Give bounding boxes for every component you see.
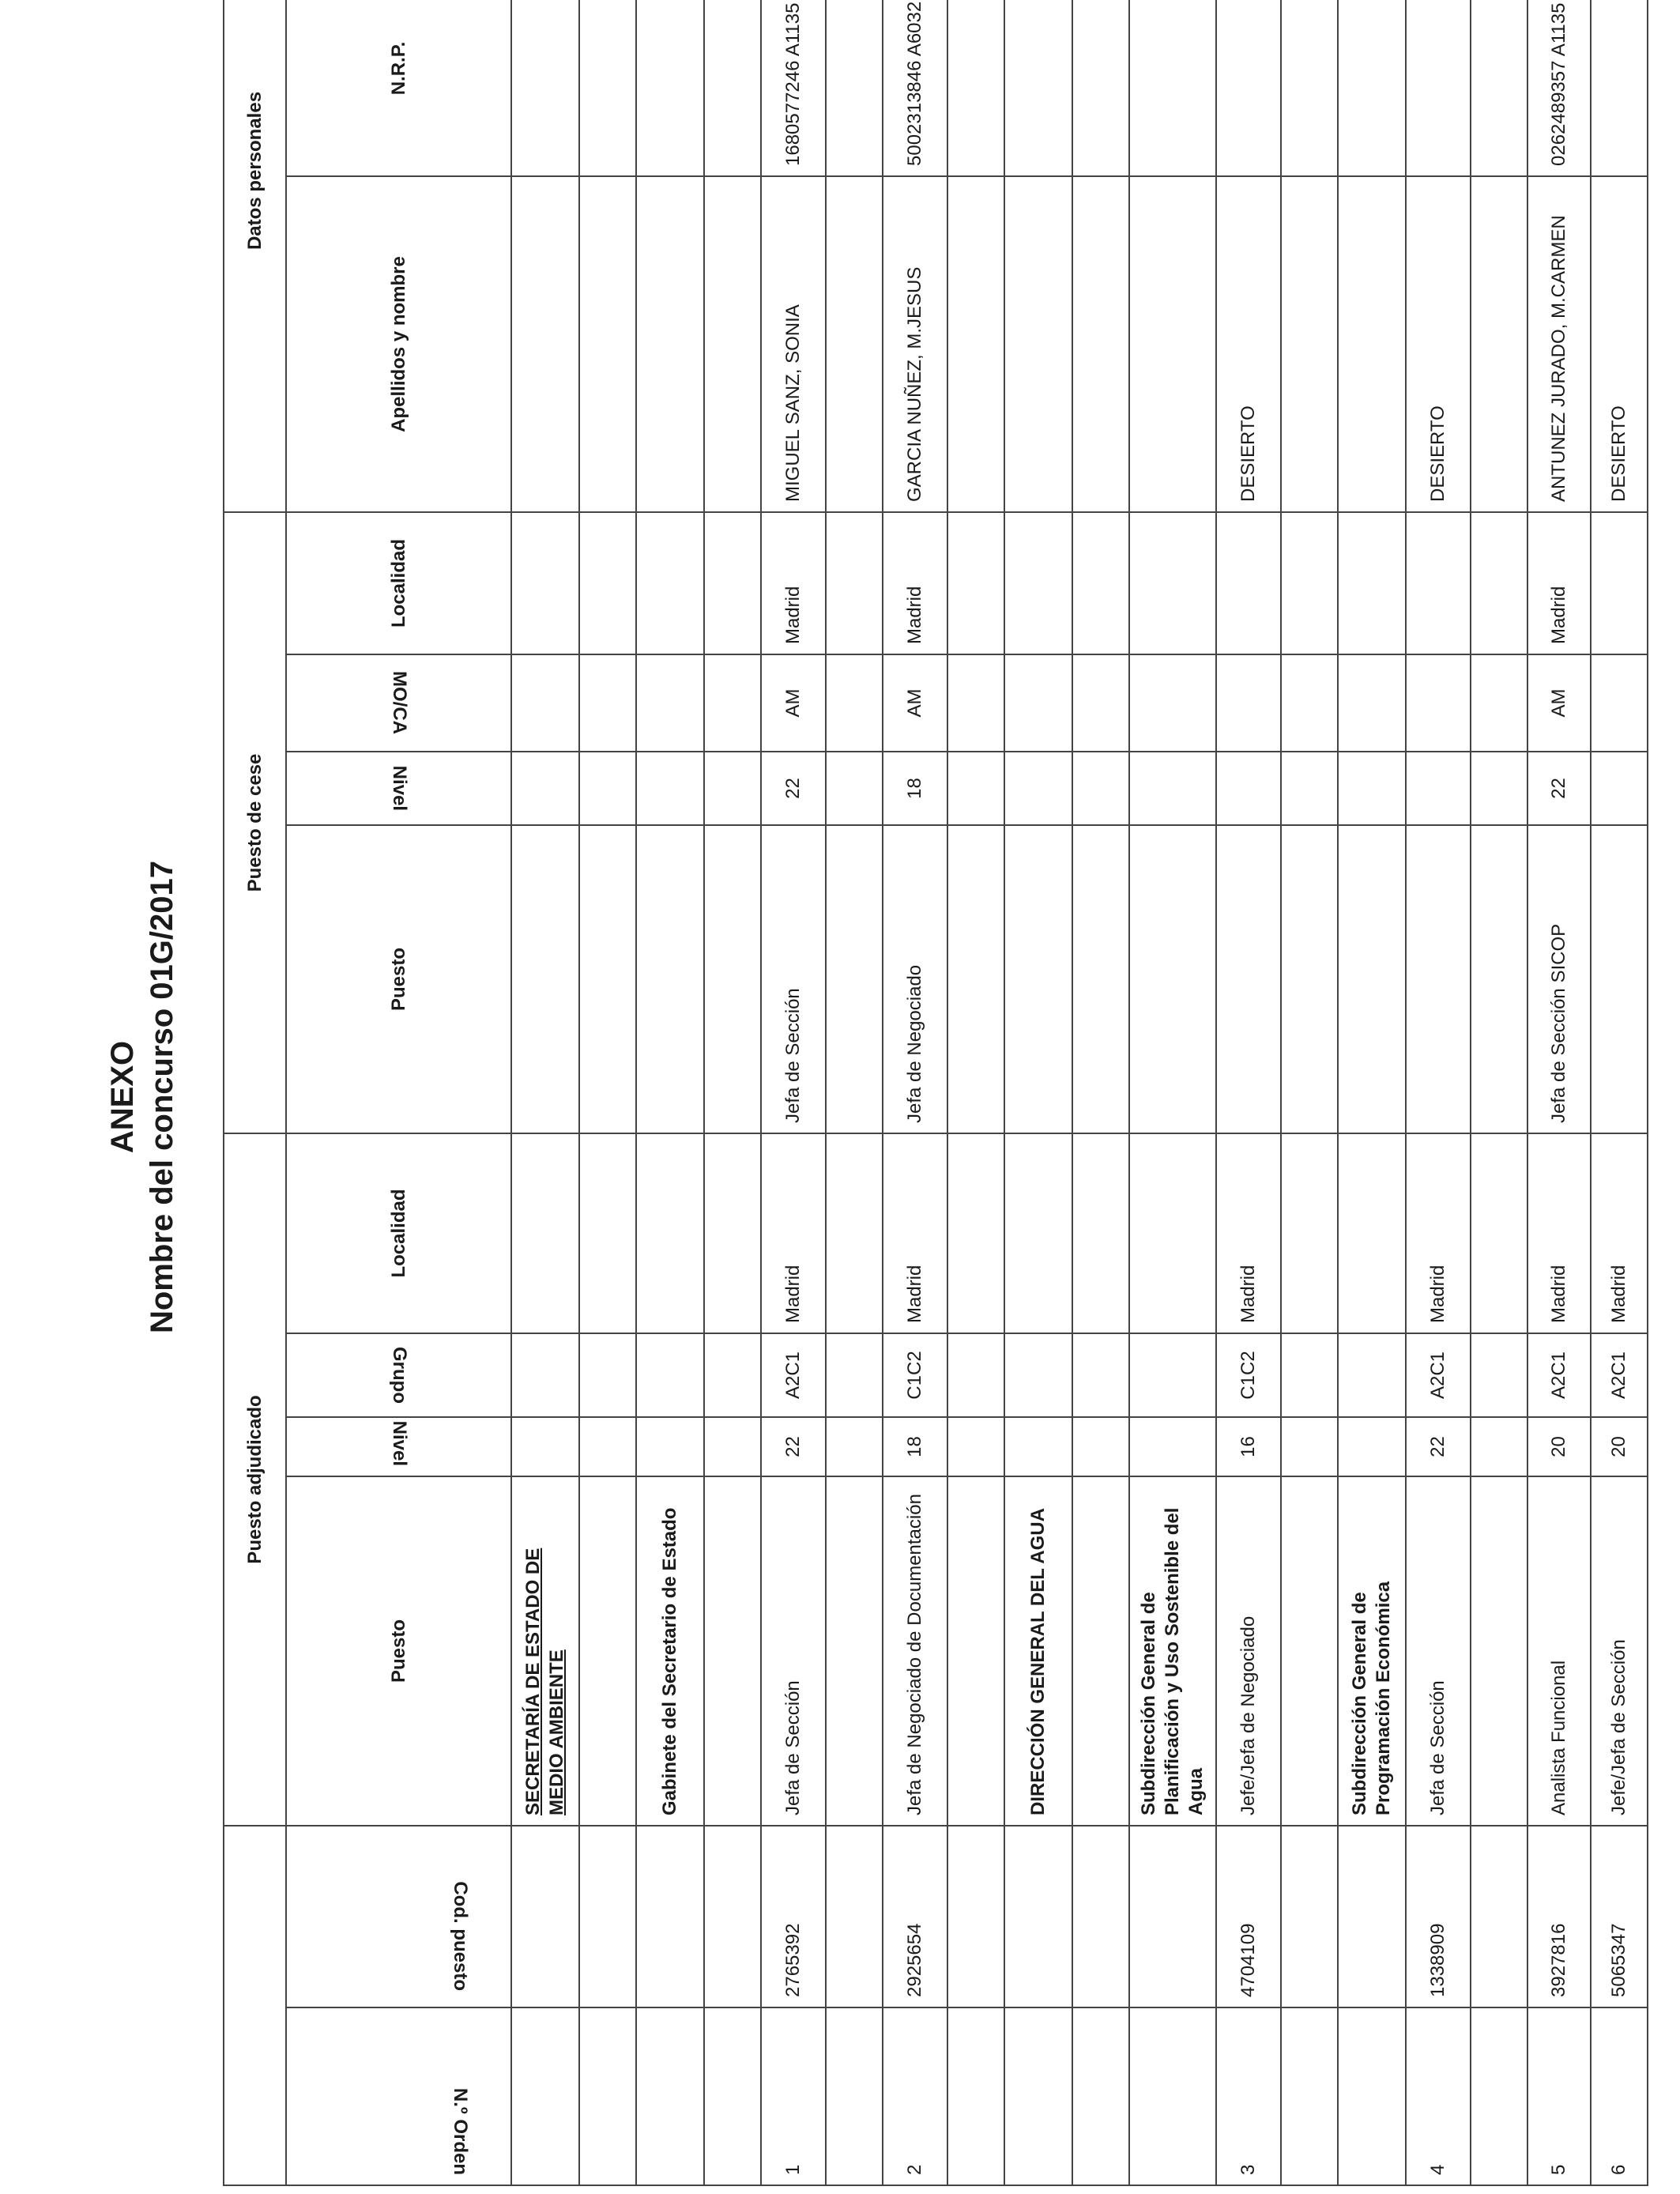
cell-cod: 4704109 <box>1216 1826 1281 2007</box>
cell-moca: AM <box>883 654 947 752</box>
cell-localidad: Madrid <box>1527 1133 1591 1333</box>
cell-apellidos: ANTUNEZ JURADO, M.CARMEN <box>1527 176 1591 512</box>
blank-group-cell <box>224 1826 286 2185</box>
cell-puesto-cese: Jefa de Sección SICOP <box>1527 825 1591 1133</box>
header-puesto: Puesto <box>286 1476 511 1826</box>
cell-puesto: Jefa de Negociado de Documentación <box>883 1476 947 1826</box>
header-puesto-cese: Puesto <box>286 825 511 1133</box>
header-nrp: N.R.P. <box>286 0 511 176</box>
cell-localidad: Madrid <box>883 1133 947 1333</box>
section-row <box>1129 0 1216 2185</box>
cell-nivel: 18 <box>883 1417 947 1476</box>
cell-orden: 5 <box>1527 2007 1591 2185</box>
section-row <box>1004 0 1072 2185</box>
section-programacion: Subdirección General de Programación Económica <box>1349 1581 1394 1815</box>
cell-nivel: 22 <box>1406 1417 1471 1476</box>
cell-grupo: A2C1 <box>1591 1333 1648 1417</box>
cell-nivel: 20 <box>1527 1417 1591 1476</box>
header-apellidos: Apellidos y nombre <box>286 176 511 512</box>
cell-localidad-cese <box>1591 512 1648 654</box>
cell-apellidos: DESIERTO <box>1406 176 1471 512</box>
table-row <box>883 0 947 2185</box>
cell-puesto: Jefa de Sección <box>1406 1476 1471 1826</box>
header-mo-ca: MO/CA <box>286 654 511 752</box>
header-localidad-cese: Localidad <box>286 512 511 654</box>
cell-nrp <box>1406 0 1471 176</box>
document-title: ANEXO <box>105 1040 140 1154</box>
table-row <box>1406 0 1471 2185</box>
header-n-orden: N.º Orden <box>286 2007 511 2185</box>
cell-nivel-cese: 22 <box>761 752 826 825</box>
cell-apellidos: DESIERTO <box>1591 176 1648 512</box>
spacer-row <box>826 0 883 2185</box>
cell-puesto-cese: Jefa de Negociado <box>883 825 947 1133</box>
cell-nrp: 0262489357 A1135 <box>1527 0 1591 176</box>
header-nivel: Nivel <box>286 1417 511 1476</box>
cell-localidad: Madrid <box>1216 1133 1281 1333</box>
cell-moca: AM <box>761 654 826 752</box>
spacer-row <box>704 0 761 2185</box>
cell-localidad: Madrid <box>1591 1133 1648 1333</box>
cell-apellidos: DESIERTO <box>1216 176 1281 512</box>
cell-nivel-cese: 18 <box>883 752 947 825</box>
group-header-row <box>224 0 286 2185</box>
cell-cod: 3927816 <box>1527 1826 1591 2007</box>
cell-nivel-cese: 22 <box>1527 752 1591 825</box>
group-puesto-adjudicado: Puesto adjudicado <box>224 1133 286 1826</box>
table-row <box>1527 0 1591 2185</box>
document-subtitle: Nombre del concurso 01G/2017 <box>145 861 179 1334</box>
cell-localidad: Madrid <box>761 1133 826 1333</box>
cell-orden: 2 <box>883 2007 947 2185</box>
cell-nivel: 20 <box>1591 1417 1648 1476</box>
anexo-table <box>223 0 1648 2186</box>
cell-nivel-cese <box>1406 752 1471 825</box>
spacer-row <box>1072 0 1129 2185</box>
cell-grupo: A2C1 <box>1406 1333 1471 1417</box>
spacer-row <box>579 0 636 2185</box>
cell-grupo: A2C1 <box>761 1333 826 1417</box>
cell-localidad-cese: Madrid <box>1527 512 1591 654</box>
column-header-row <box>286 0 511 2185</box>
cell-puesto: Jefa de Sección <box>761 1476 826 1826</box>
section-row <box>636 0 704 2185</box>
cell-orden: 4 <box>1406 2007 1471 2185</box>
table-row <box>761 0 826 2185</box>
cell-grupo: C1C2 <box>883 1333 947 1417</box>
section-row <box>1338 0 1406 2185</box>
cell-localidad-cese <box>1406 512 1471 654</box>
cell-nivel: 16 <box>1216 1417 1281 1476</box>
cell-apellidos: MIGUEL SANZ, SONIA <box>761 176 826 512</box>
cell-orden: 6 <box>1591 2007 1648 2185</box>
cell-nrp: 5002313846 A6032 <box>883 0 947 176</box>
document-heading <box>103 0 182 2194</box>
group-datos-personales: Datos personales <box>224 0 286 512</box>
cell-nrp <box>1216 0 1281 176</box>
cell-puesto: Jefe/Jefa de Negociado <box>1216 1476 1281 1826</box>
cell-grupo: C1C2 <box>1216 1333 1281 1417</box>
cell-moca <box>1406 654 1471 752</box>
section-planificacion: Subdirección General de Planificación y Uso Sostenible del Agua <box>1138 1507 1207 1815</box>
header-nivel-cese: Nivel <box>286 752 511 825</box>
cell-nrp: 1680577246 A1135 <box>761 0 826 176</box>
cell-localidad-cese: Madrid <box>761 512 826 654</box>
cell-moca <box>1216 654 1281 752</box>
cell-moca <box>1591 654 1648 752</box>
cell-puesto-cese: Jefa de Sección <box>761 825 826 1133</box>
spacer-row <box>947 0 1004 2185</box>
cell-puesto-cese <box>1406 825 1471 1133</box>
table-row <box>1216 0 1281 2185</box>
spacer-row <box>1471 0 1527 2185</box>
header-localidad: Localidad <box>286 1133 511 1333</box>
cell-orden: 1 <box>761 2007 826 2185</box>
cell-puesto: Analista Funcional <box>1527 1476 1591 1826</box>
spacer-row <box>1281 0 1338 2185</box>
table-row <box>1591 0 1648 2185</box>
cell-cod: 1338909 <box>1406 1826 1471 2007</box>
cell-puesto-cese <box>1591 825 1648 1133</box>
cell-nrp <box>1591 0 1648 176</box>
section-row <box>511 0 579 2185</box>
cell-moca: AM <box>1527 654 1591 752</box>
cell-nivel-cese <box>1591 752 1648 825</box>
cell-nivel: 22 <box>761 1417 826 1476</box>
cell-orden: 3 <box>1216 2007 1281 2185</box>
header-cod-puesto: Cod. puesto <box>286 1826 511 2007</box>
cell-localidad-cese: Madrid <box>883 512 947 654</box>
cell-cod: 2765392 <box>761 1826 826 2007</box>
header-grupo: Grupo <box>286 1333 511 1417</box>
cell-nivel-cese <box>1216 752 1281 825</box>
cell-localidad: Madrid <box>1406 1133 1471 1333</box>
cell-grupo: A2C1 <box>1527 1333 1591 1417</box>
section-direccion-agua: DIRECCIÓN GENERAL DEL AGUA <box>1027 1508 1049 1815</box>
section-gabinete: Gabinete del Secretario de Estado <box>659 1507 680 1815</box>
cell-cod: 2925654 <box>883 1826 947 2007</box>
section-secretaria: SECRETARÍA DE ESTADO DE MEDIO AMBIENTE <box>522 1547 567 1815</box>
cell-puesto: Jefe/Jefa de Sección <box>1591 1476 1648 1826</box>
cell-puesto-cese <box>1216 825 1281 1133</box>
cell-cod: 5065347 <box>1591 1826 1648 2007</box>
cell-apellidos: GARCIA NUÑEZ, M.JESUS <box>883 176 947 512</box>
cell-localidad-cese <box>1216 512 1281 654</box>
group-puesto-cese: Puesto de cese <box>224 512 286 1133</box>
